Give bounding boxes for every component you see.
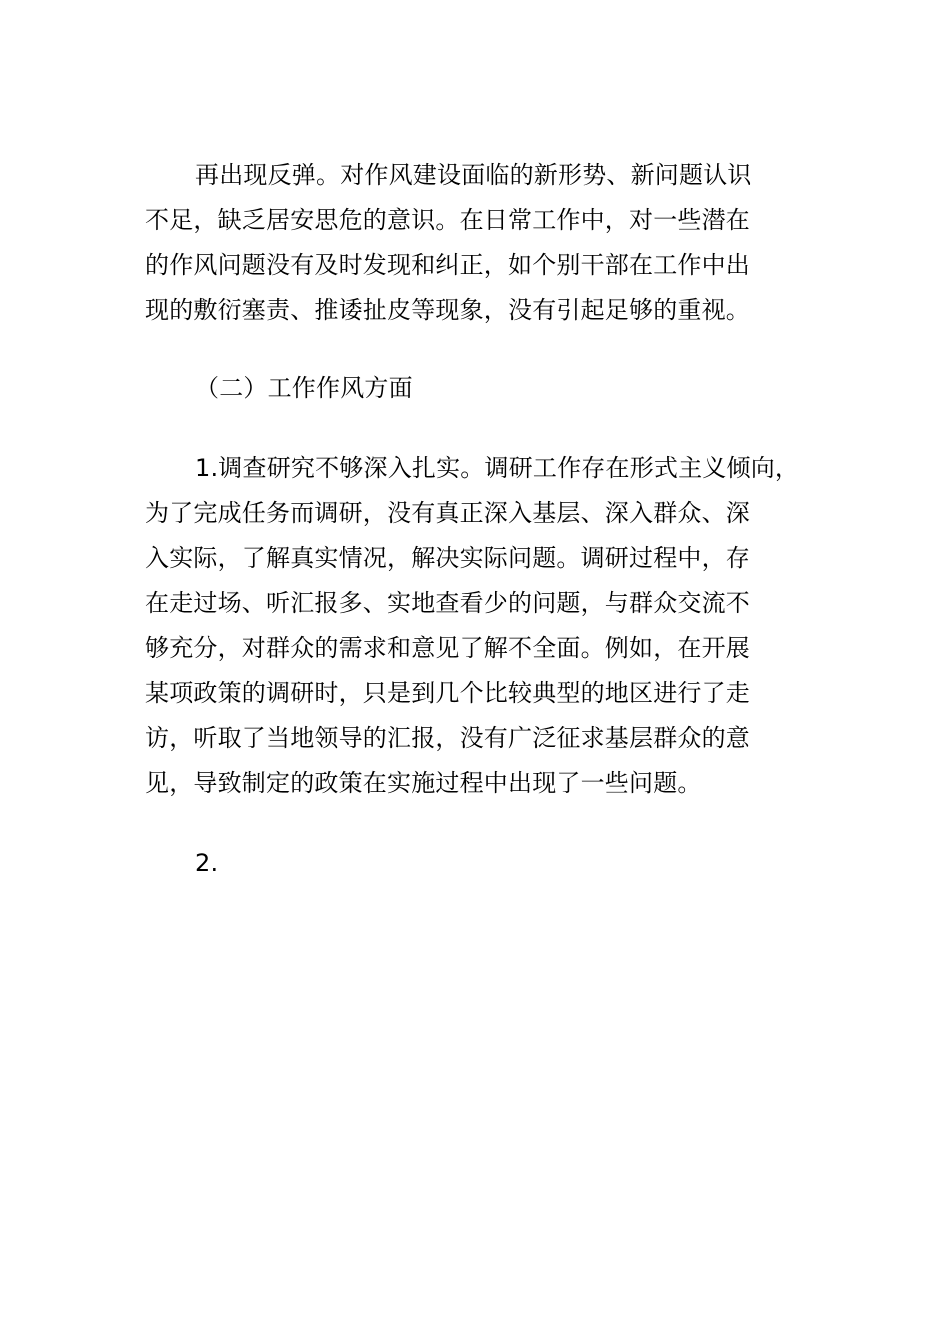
section-heading: （二）工作作风方面 <box>195 374 413 402</box>
text-line: 1.调查研究不够深入扎实。调研工作存在形式主义倾向， <box>195 454 800 482</box>
text-line: 为了完成任务而调研，没有真正深入基层、深入群众、深 <box>145 499 750 527</box>
text-line: 访，听取了当地领导的汇报，没有广泛征求基层群众的意 <box>145 724 750 752</box>
text-line: 的作风问题没有及时发现和纠正，如个别干部在工作中出 <box>145 251 750 279</box>
text-line: 见，导致制定的政策在实施过程中出现了一些问题。 <box>145 769 702 797</box>
text-line: 够充分，对群众的需求和意见了解不全面。例如，在开展 <box>145 634 750 662</box>
item-2-label: 2. <box>195 849 219 877</box>
text-line: 不足，缺乏居安思危的意识。在日常工作中，对一些潜在 <box>145 206 750 234</box>
text-line: 现的敷衍塞责、推诿扯皮等现象，没有引起足够的重视。 <box>145 296 750 324</box>
text-line: 入实际，了解真实情况，解决实际问题。调研过程中，存 <box>145 544 750 572</box>
text-line: 再出现反弹。对作风建设面临的新形势、新问题认识 <box>195 161 752 189</box>
text-line: 某项政策的调研时，只是到几个比较典型的地区进行了走 <box>145 679 750 707</box>
text-line: 在走过场、听汇报多、实地查看少的问题，与群众交流不 <box>145 589 750 617</box>
